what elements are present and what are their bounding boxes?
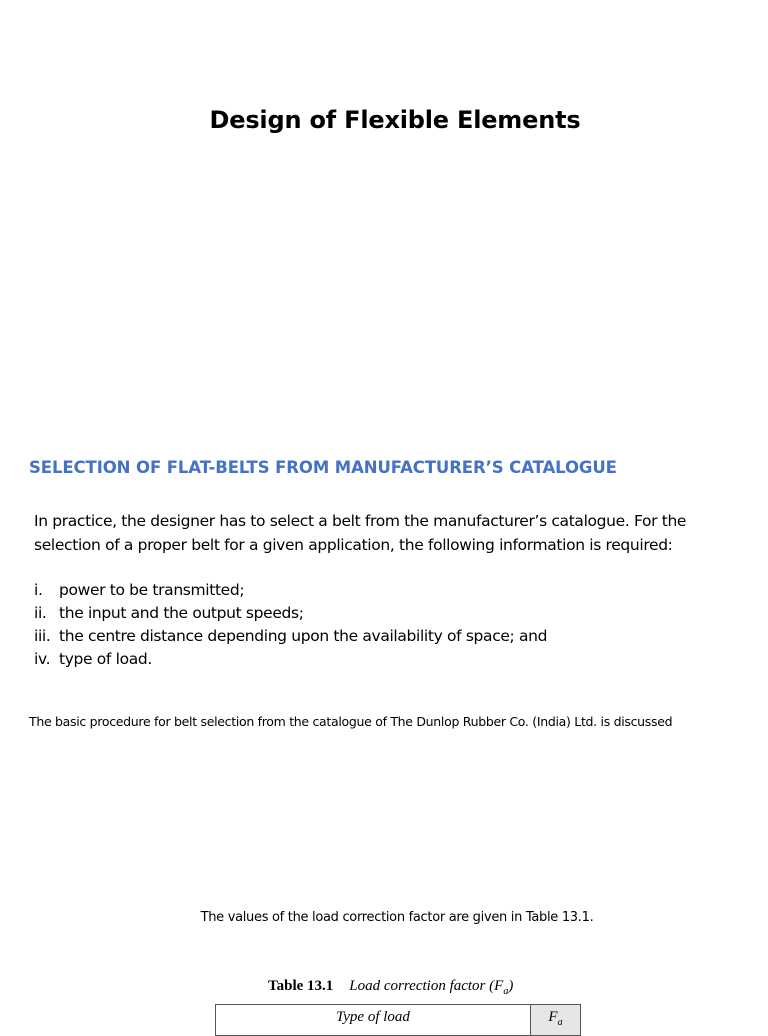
- list-item: [34, 602, 547, 625]
- list-item: [34, 625, 547, 648]
- list-marker: iii.: [34, 627, 51, 645]
- table-description: [349, 978, 514, 997]
- table-description-end: ): [508, 978, 514, 994]
- list-marker: i.: [34, 581, 43, 599]
- list-item: [34, 648, 547, 671]
- load-correction-table: [215, 1004, 581, 1036]
- table-header-factor-symbol: F: [548, 1009, 558, 1025]
- table-description-text: Load correction factor (F: [349, 978, 504, 994]
- section-heading: SELECTION OF FLAT-BELTS FROM MANUFACTURER’S CATALOGUE: [29, 458, 617, 477]
- table-header-type: Type of load: [216, 1005, 531, 1035]
- list-marker: ii.: [34, 604, 47, 622]
- values-note: The values of the load correction factor are given in Table 13.1.: [200, 910, 594, 925]
- table-header-factor: [531, 1005, 580, 1035]
- intro-line: selection of a proper belt for a given application, the following information is required:: [34, 535, 673, 554]
- table-caption: [268, 978, 513, 997]
- intro-paragraph: [34, 510, 754, 557]
- intro-line: In practice, the designer has to select a belt from the manufacturer’s catalogue. For the: [34, 512, 687, 530]
- page-title: Design of Flexible Elements: [209, 106, 581, 134]
- list-item-text: the centre distance depending upon the availability of space; and: [59, 627, 548, 645]
- list-item: [34, 579, 547, 602]
- requirements-list: [34, 579, 547, 671]
- list-item-text: type of load.: [59, 650, 152, 668]
- table-description-subscript: a: [503, 986, 509, 997]
- table-number: Table 13.1: [268, 978, 334, 994]
- list-marker: iv.: [34, 650, 51, 668]
- list-item-text: power to be transmitted;: [59, 581, 245, 599]
- table-header-factor-subscript: a: [557, 1017, 563, 1028]
- list-item-text: the input and the output speeds;: [59, 604, 304, 622]
- procedure-text: The basic procedure for belt selection from the catalogue of The Dunlop Rubber Co. (India) Ltd. is discussed: [29, 714, 673, 729]
